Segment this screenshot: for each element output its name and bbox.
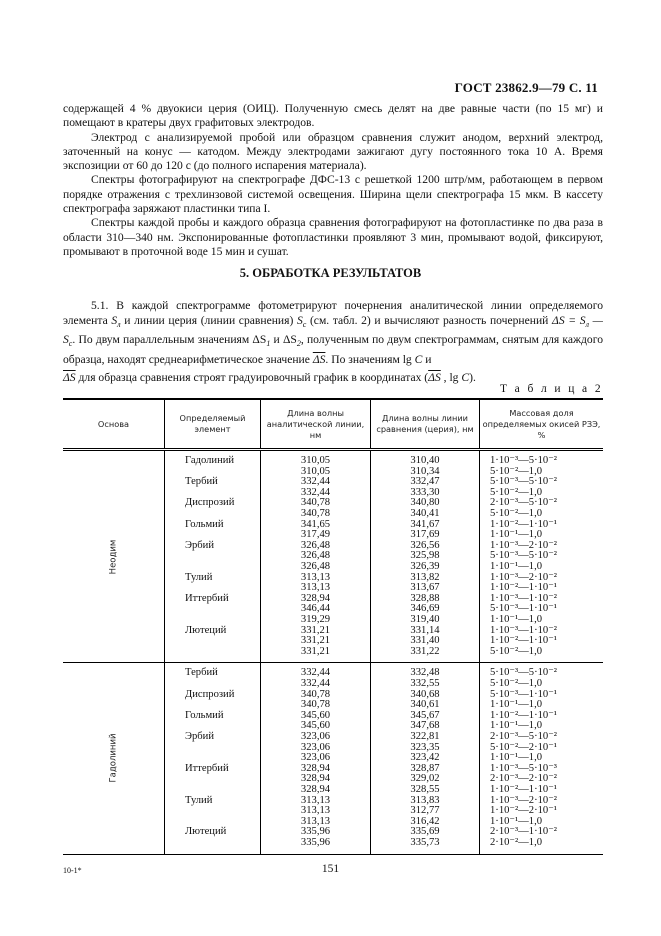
- header-comparison-wavelength: Длина волны линии сравнения (церия), нм: [371, 399, 480, 450]
- cell-wl: 340,78: [300, 688, 331, 700]
- header-base: Основа: [97, 418, 130, 429]
- cell-wl: 317,49: [300, 529, 331, 541]
- cell-cl: 319,40: [410, 613, 440, 625]
- cell-cl: 346,69: [410, 603, 440, 615]
- cell-mass: 5·10⁻³—1·10⁻¹: [490, 603, 557, 615]
- cell-wl: 340,78: [300, 507, 331, 519]
- header-analytical-wavelength: Длина волны аналитической линии, нм: [261, 399, 371, 450]
- cell-mass: 1·10⁻¹—1,0: [490, 560, 543, 572]
- cell-wl: 341,65: [300, 518, 331, 530]
- cell-mass: 2·10⁻³—1·10⁻²: [490, 826, 557, 838]
- cell-mass: 5·10⁻³—5·10⁻²: [490, 550, 557, 562]
- cell-cl: 317,69: [410, 529, 440, 541]
- cell-cl: 329,02: [410, 773, 440, 785]
- cell-mass: 1·10⁻¹—1,0: [490, 699, 543, 711]
- cell-element: Тулий: [185, 571, 213, 583]
- cell-element: [165, 774, 260, 785]
- cell-element: Иттербий: [185, 592, 229, 604]
- cell-cl: 332,47: [410, 476, 440, 488]
- cell-element: [165, 647, 260, 658]
- cell-cl: 326,56: [410, 539, 440, 551]
- cell-wl: 326,48: [300, 539, 331, 551]
- cell-mass: 1·10⁻³—1·10⁻²: [490, 592, 557, 604]
- cell-element: [165, 838, 260, 849]
- cell-element: Эрбий: [185, 539, 215, 551]
- cell-element: Диспрозий: [185, 688, 235, 700]
- cell-element: Диспрозий: [185, 497, 235, 509]
- cell-cl: 340,41: [410, 507, 440, 519]
- cell-element: [165, 743, 260, 754]
- cell-mass: 1·10⁻²—1·10⁻¹: [490, 582, 557, 594]
- cell-cl: 313,83: [410, 794, 440, 806]
- table-group: [63, 663, 603, 854]
- cell-mass: 1·10⁻³—2·10⁻²: [490, 571, 557, 583]
- cell-element: [165, 604, 260, 615]
- cell-wl: 328,94: [300, 783, 331, 795]
- cell-element: Тербий: [185, 667, 218, 679]
- cell-wl: 340,78: [300, 699, 331, 711]
- section-title: 5. ОБРАБОТКА РЕЗУЛЬТАТОВ: [239, 266, 422, 280]
- table-group: [63, 450, 603, 663]
- cell-element: [165, 806, 260, 817]
- cell-wl: 331,21: [300, 645, 331, 657]
- column-wl: [261, 450, 371, 663]
- cell-wl: 326,48: [300, 550, 331, 562]
- cell-mass: 1·10⁻²—1·10⁻¹: [490, 709, 557, 721]
- cell-wl: 345,60: [300, 709, 331, 721]
- cell-mass: 1·10⁻³—5·10⁻²: [490, 455, 557, 466]
- paragraph-spectrograph: Спектры фотографируют на спектрографе ДФС-13 с решеткой 1200 штр/мм, работающем в первом порядке отражения с трехлинзовой системой освещения. Ширина щели спектрографа 15 мкм. В кассету спектрографа заряжают пластинки типа I.: [63, 173, 603, 216]
- cell-mass: 1·10⁻¹—1,0: [490, 815, 543, 827]
- cell-element: [165, 509, 260, 520]
- column-mass: [480, 450, 604, 663]
- cell-mass: 5·10⁻²—1,0: [490, 507, 543, 519]
- cell-element: Гольмий: [185, 518, 224, 530]
- cell-mass: 2·10⁻³—2·10⁻²: [490, 773, 557, 785]
- cell-wl: 331,21: [300, 635, 331, 647]
- header-mass-fraction: Массовая доля определяемых окисей РЗЭ, %: [480, 399, 604, 450]
- cell-cl: 341,67: [410, 518, 440, 530]
- cell-element: Иттербий: [185, 762, 229, 774]
- cell-mass: 5·10⁻²—1,0: [490, 486, 543, 498]
- document-header: ГОСТ 23862.9—79 С. 11: [454, 80, 598, 95]
- cell-cl: 323,35: [410, 741, 440, 753]
- cell-mass: 1·10⁻³—2·10⁻²: [490, 539, 557, 551]
- cell-cl: 340,68: [410, 688, 440, 700]
- difference-formula: ΔS = S: [552, 314, 586, 328]
- cell-wl: 323,06: [300, 752, 331, 764]
- column-element: [165, 663, 261, 854]
- page-number: 151: [321, 863, 340, 875]
- cell-wl: 335,96: [300, 826, 331, 838]
- cell-element: Эрбий: [185, 730, 215, 742]
- cell-mass: 1·10⁻²—1·10⁻¹: [490, 518, 557, 530]
- header-element: Определяемый элемент: [165, 399, 261, 450]
- base-label: Неодим: [108, 539, 119, 575]
- cell-wl: 319,29: [300, 613, 331, 625]
- cell-cl: 310,40: [410, 455, 440, 466]
- body-paragraphs: [63, 102, 603, 259]
- cell-element: Гадолиний: [185, 455, 235, 466]
- cell-cl: 332,48: [410, 667, 440, 679]
- cell-wl: 346,44: [300, 603, 331, 615]
- cell-wl: 313,13: [300, 571, 331, 583]
- cell-mass: 5·10⁻²—1,0: [490, 645, 543, 657]
- clause-5-1: 5.1. В каждой спектрограмме фотометрируют почернения аналитической линии определяемого элемента $S_л$ и линии церия (линии сравнения) $S_c$ (см. табл. 2) и вычисляют разность почернений $\Delta S = S_л$ — $S_c$. По двум параллельным значениям $\Delta S_1$ и $\Delta S_2$, полученным по двум спектрограммам, снятым для каждого образца, находят среднеарифметическое значение $\overline{\Delta S}$. По значениям lg C и $\overline{\Delta S}$ для образца сравнения строят градуировочный график в координатах ($\overline{\Delta S}$ , lg C).: [63, 299, 603, 384]
- cell-cl: 310,34: [410, 465, 440, 477]
- cell-mass: 1·10⁻³—5·10⁻³: [490, 762, 557, 774]
- cell-mass: 1·10⁻¹—1,0: [490, 720, 543, 732]
- base-cell: [63, 663, 165, 854]
- paragraph-electrode: Электрод с анализируемой пробой или образцом сравнения служит анодом, верхний электрод, заточенный на конус — катодом. Между электродами зажигают дугу постоянного тока 10 А. Время экспозиции от 60 до 120 с (до полного испарения материала).: [63, 130, 603, 173]
- cell-cl: 345,67: [410, 709, 440, 721]
- cell-element: [165, 615, 260, 626]
- base-label: Гадолиний: [108, 733, 119, 784]
- cell-wl: 332,44: [300, 667, 331, 679]
- cell-wl: 323,06: [300, 741, 331, 753]
- cell-cl: 322,81: [410, 730, 440, 742]
- column-mass: [480, 663, 604, 854]
- cell-wl: 313,13: [300, 815, 331, 827]
- cell-cl: 335,73: [410, 836, 440, 848]
- cell-element: [165, 551, 260, 562]
- cell-element: Гольмий: [185, 709, 224, 721]
- cell-cl: 313,82: [410, 571, 440, 583]
- column-cl: [371, 450, 480, 663]
- cell-cl: 340,80: [410, 497, 440, 509]
- cell-cl: 312,77: [410, 805, 440, 817]
- cell-mass: 2·10⁻²—1,0: [490, 836, 543, 848]
- cell-element: [165, 785, 260, 796]
- cell-wl: 328,94: [300, 762, 331, 774]
- cell-wl: 340,78: [300, 497, 331, 509]
- cell-cl: 325,98: [410, 550, 440, 562]
- paragraph-photoplate: Спектры каждой пробы и каждого образца сравнения фотографируют на фотопластинке по два раза в области 310—340 нм. Экспонированные фотопластинки проявляют 3 мин, промывают водой, фиксируют, промывают в проточной воде 15 мин и сушат.: [63, 216, 603, 258]
- table-2: [63, 398, 603, 855]
- cell-mass: 1·10⁻³—1·10⁻²: [490, 624, 557, 636]
- cell-wl: 345,60: [300, 720, 331, 732]
- cell-wl: 313,13: [300, 582, 331, 594]
- cell-mass: 2·10⁻³—5·10⁻²: [490, 497, 557, 509]
- cell-wl: 310,05: [300, 465, 331, 477]
- base-cell: [63, 450, 165, 663]
- cell-wl: 326,48: [300, 560, 331, 572]
- cell-mass: 5·10⁻²—1,0: [490, 677, 543, 689]
- cell-mass: 1·10⁻²—2·10⁻¹: [490, 805, 557, 817]
- table-body: [63, 450, 603, 855]
- cell-cl: 326,39: [410, 560, 440, 572]
- cell-wl: 313,13: [300, 805, 331, 817]
- cell-wl: 332,44: [300, 677, 331, 689]
- cell-mass: 5·10⁻²—1,0: [490, 465, 543, 477]
- cell-element: [165, 562, 260, 573]
- mean-delta-s: $\overline{\Delta S}$: [312, 352, 326, 366]
- column-cl: [371, 663, 480, 854]
- column-element: [165, 450, 261, 663]
- cell-cl: 331,40: [410, 635, 440, 647]
- cell-wl: 328,94: [300, 592, 331, 604]
- cell-mass: 2·10⁻³—5·10⁻²: [490, 730, 557, 742]
- cell-cl: 313,67: [410, 582, 440, 594]
- cell-wl: 328,94: [300, 773, 331, 785]
- column-wl: [261, 663, 371, 854]
- table-header-row: [63, 399, 603, 450]
- cell-element: Тулий: [185, 794, 213, 806]
- cell-wl: 332,44: [300, 476, 331, 488]
- cell-wl: 323,06: [300, 730, 331, 742]
- cell-mass: 5·10⁻³—5·10⁻²: [490, 476, 557, 488]
- footer-mark: 10-1*: [63, 866, 82, 875]
- cell-cl: 328,55: [410, 783, 440, 795]
- cell-element: [165, 636, 260, 647]
- cell-mass: 1·10⁻¹—1,0: [490, 613, 543, 625]
- cell-cl: 332,55: [410, 677, 440, 689]
- cell-wl: 313,13: [300, 794, 331, 806]
- cell-element: Лютеций: [185, 826, 227, 838]
- cell-cl: 331,14: [410, 624, 440, 636]
- cell-mass: 1·10⁻¹—1,0: [490, 752, 543, 764]
- cell-wl: 332,44: [300, 486, 331, 498]
- cell-mass: 1·10⁻³—2·10⁻²: [490, 794, 557, 806]
- cell-mass: 5·10⁻²—2·10⁻¹: [490, 741, 557, 753]
- cell-mass: 1·10⁻¹—1,0: [490, 529, 543, 541]
- cell-cl: 340,61: [410, 699, 440, 711]
- cell-mass: 5·10⁻³—5·10⁻²: [490, 667, 557, 679]
- cell-cl: 335,69: [410, 826, 440, 838]
- table-caption: Т а б л и ц а 2: [499, 383, 603, 395]
- cell-mass: 1·10⁻²—1·10⁻¹: [490, 783, 557, 795]
- cell-cl: 328,87: [410, 762, 440, 774]
- paragraph-mixture: содержащей 4 % двуокиси церия (ОИЦ). Полученную смесь делят на две равные части (по 15 мг) и помещают в кратеры двух графитовых электродов.: [63, 102, 603, 130]
- cell-cl: 331,22: [410, 645, 440, 657]
- cell-cl: 316,42: [410, 815, 440, 827]
- cell-cl: 347,68: [410, 720, 440, 732]
- cell-wl: 331,21: [300, 624, 331, 636]
- cell-cl: 328,88: [410, 592, 440, 604]
- cell-element: [165, 679, 260, 690]
- cell-wl: 310,05: [300, 455, 331, 466]
- cell-element: Тербий: [185, 476, 218, 488]
- cell-wl: 335,96: [300, 836, 331, 848]
- cell-element: Лютеций: [185, 624, 227, 636]
- cell-mass: 5·10⁻³—1·10⁻¹: [490, 688, 557, 700]
- cell-cl: 333,30: [410, 486, 440, 498]
- cell-mass: 1·10⁻²—1·10⁻¹: [490, 635, 557, 647]
- cell-cl: 323,42: [410, 752, 440, 764]
